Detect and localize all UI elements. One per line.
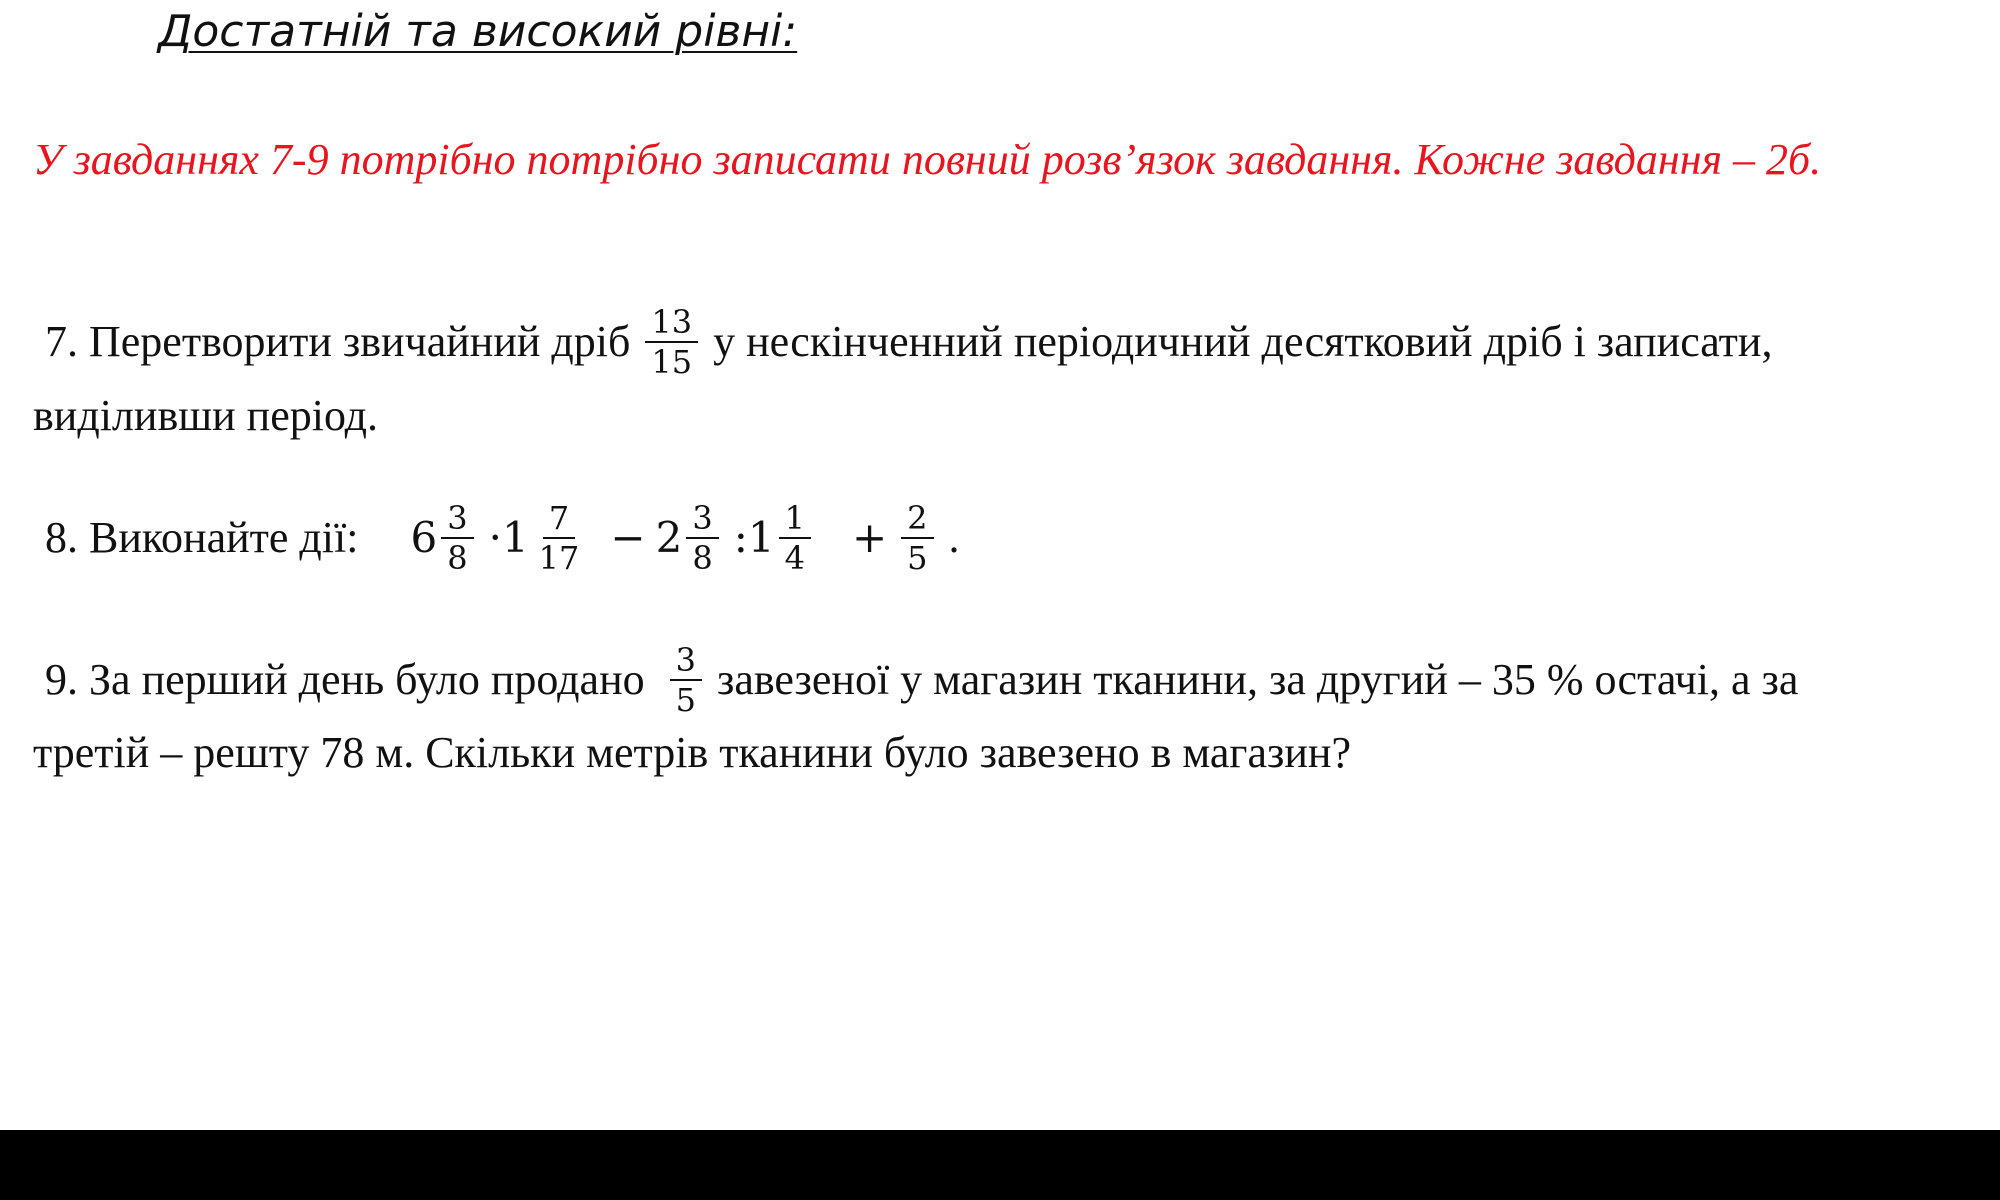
- task-9-tail: завезеної у магазин тканини, за другий – 35 % остачі, а за: [717, 655, 1799, 704]
- fraction-numerator: 1: [779, 499, 811, 539]
- task-9-line2: третій – решту 78 м. Скільки метрів тканини було завезено в магазин?: [33, 728, 1352, 777]
- task-8: [33, 498, 960, 581]
- task-7-tail: у нескінченний періодичний десятковий дріб і записати,: [713, 317, 1773, 366]
- bottom-bar: [0, 1130, 2000, 1200]
- task-9-lead: 9. За перший день було продано: [45, 655, 645, 704]
- task-9: [33, 640, 1799, 723]
- task-9-fraction: [670, 641, 702, 719]
- task-8-end: .: [948, 513, 960, 562]
- mixed-whole: 1: [501, 512, 529, 562]
- task-7-fraction: [645, 303, 698, 381]
- section-heading: Достатній та високий рівні:: [158, 6, 798, 57]
- task-7-line2: виділивши період.: [33, 391, 379, 440]
- mixed-fraction: [686, 499, 718, 577]
- task-8-lead: 8. Виконайте дії:: [45, 513, 359, 562]
- fraction-numerator: 3: [670, 641, 702, 681]
- fraction-numerator: 2: [901, 499, 933, 539]
- fraction-numerator: 13: [645, 303, 698, 343]
- operator: +: [851, 512, 888, 562]
- fraction-numerator: 7: [543, 499, 575, 539]
- fraction-denominator: 8: [447, 538, 468, 577]
- mixed-whole: 2: [655, 512, 683, 562]
- task-7-lead: 7. Перетворити звичайний дріб: [45, 317, 631, 366]
- mixed-fraction: [533, 499, 586, 577]
- operator: ·: [488, 512, 502, 562]
- fraction-numerator: 3: [441, 499, 473, 539]
- operator: :: [733, 512, 748, 562]
- mixed-whole: 6: [410, 512, 438, 562]
- mixed-fraction: [441, 499, 473, 577]
- mixed-whole: 1: [747, 512, 775, 562]
- fraction-denominator: 15: [651, 342, 693, 381]
- fraction-denominator: 4: [784, 538, 805, 577]
- task-7: [33, 302, 1773, 385]
- instruction-text: У завданнях 7-9 потрібно потрібно записати повний розв’язок завдання. Кожне завдання – 2б.: [33, 135, 1822, 184]
- fraction-denominator: 8: [692, 538, 713, 577]
- operator: −: [610, 512, 646, 562]
- fraction: [901, 499, 933, 577]
- fraction-denominator: 5: [907, 538, 928, 577]
- fraction-denominator: 5: [675, 680, 696, 719]
- fraction-numerator: 3: [686, 499, 718, 539]
- mixed-fraction: [779, 499, 811, 577]
- fraction-denominator: 17: [538, 538, 580, 577]
